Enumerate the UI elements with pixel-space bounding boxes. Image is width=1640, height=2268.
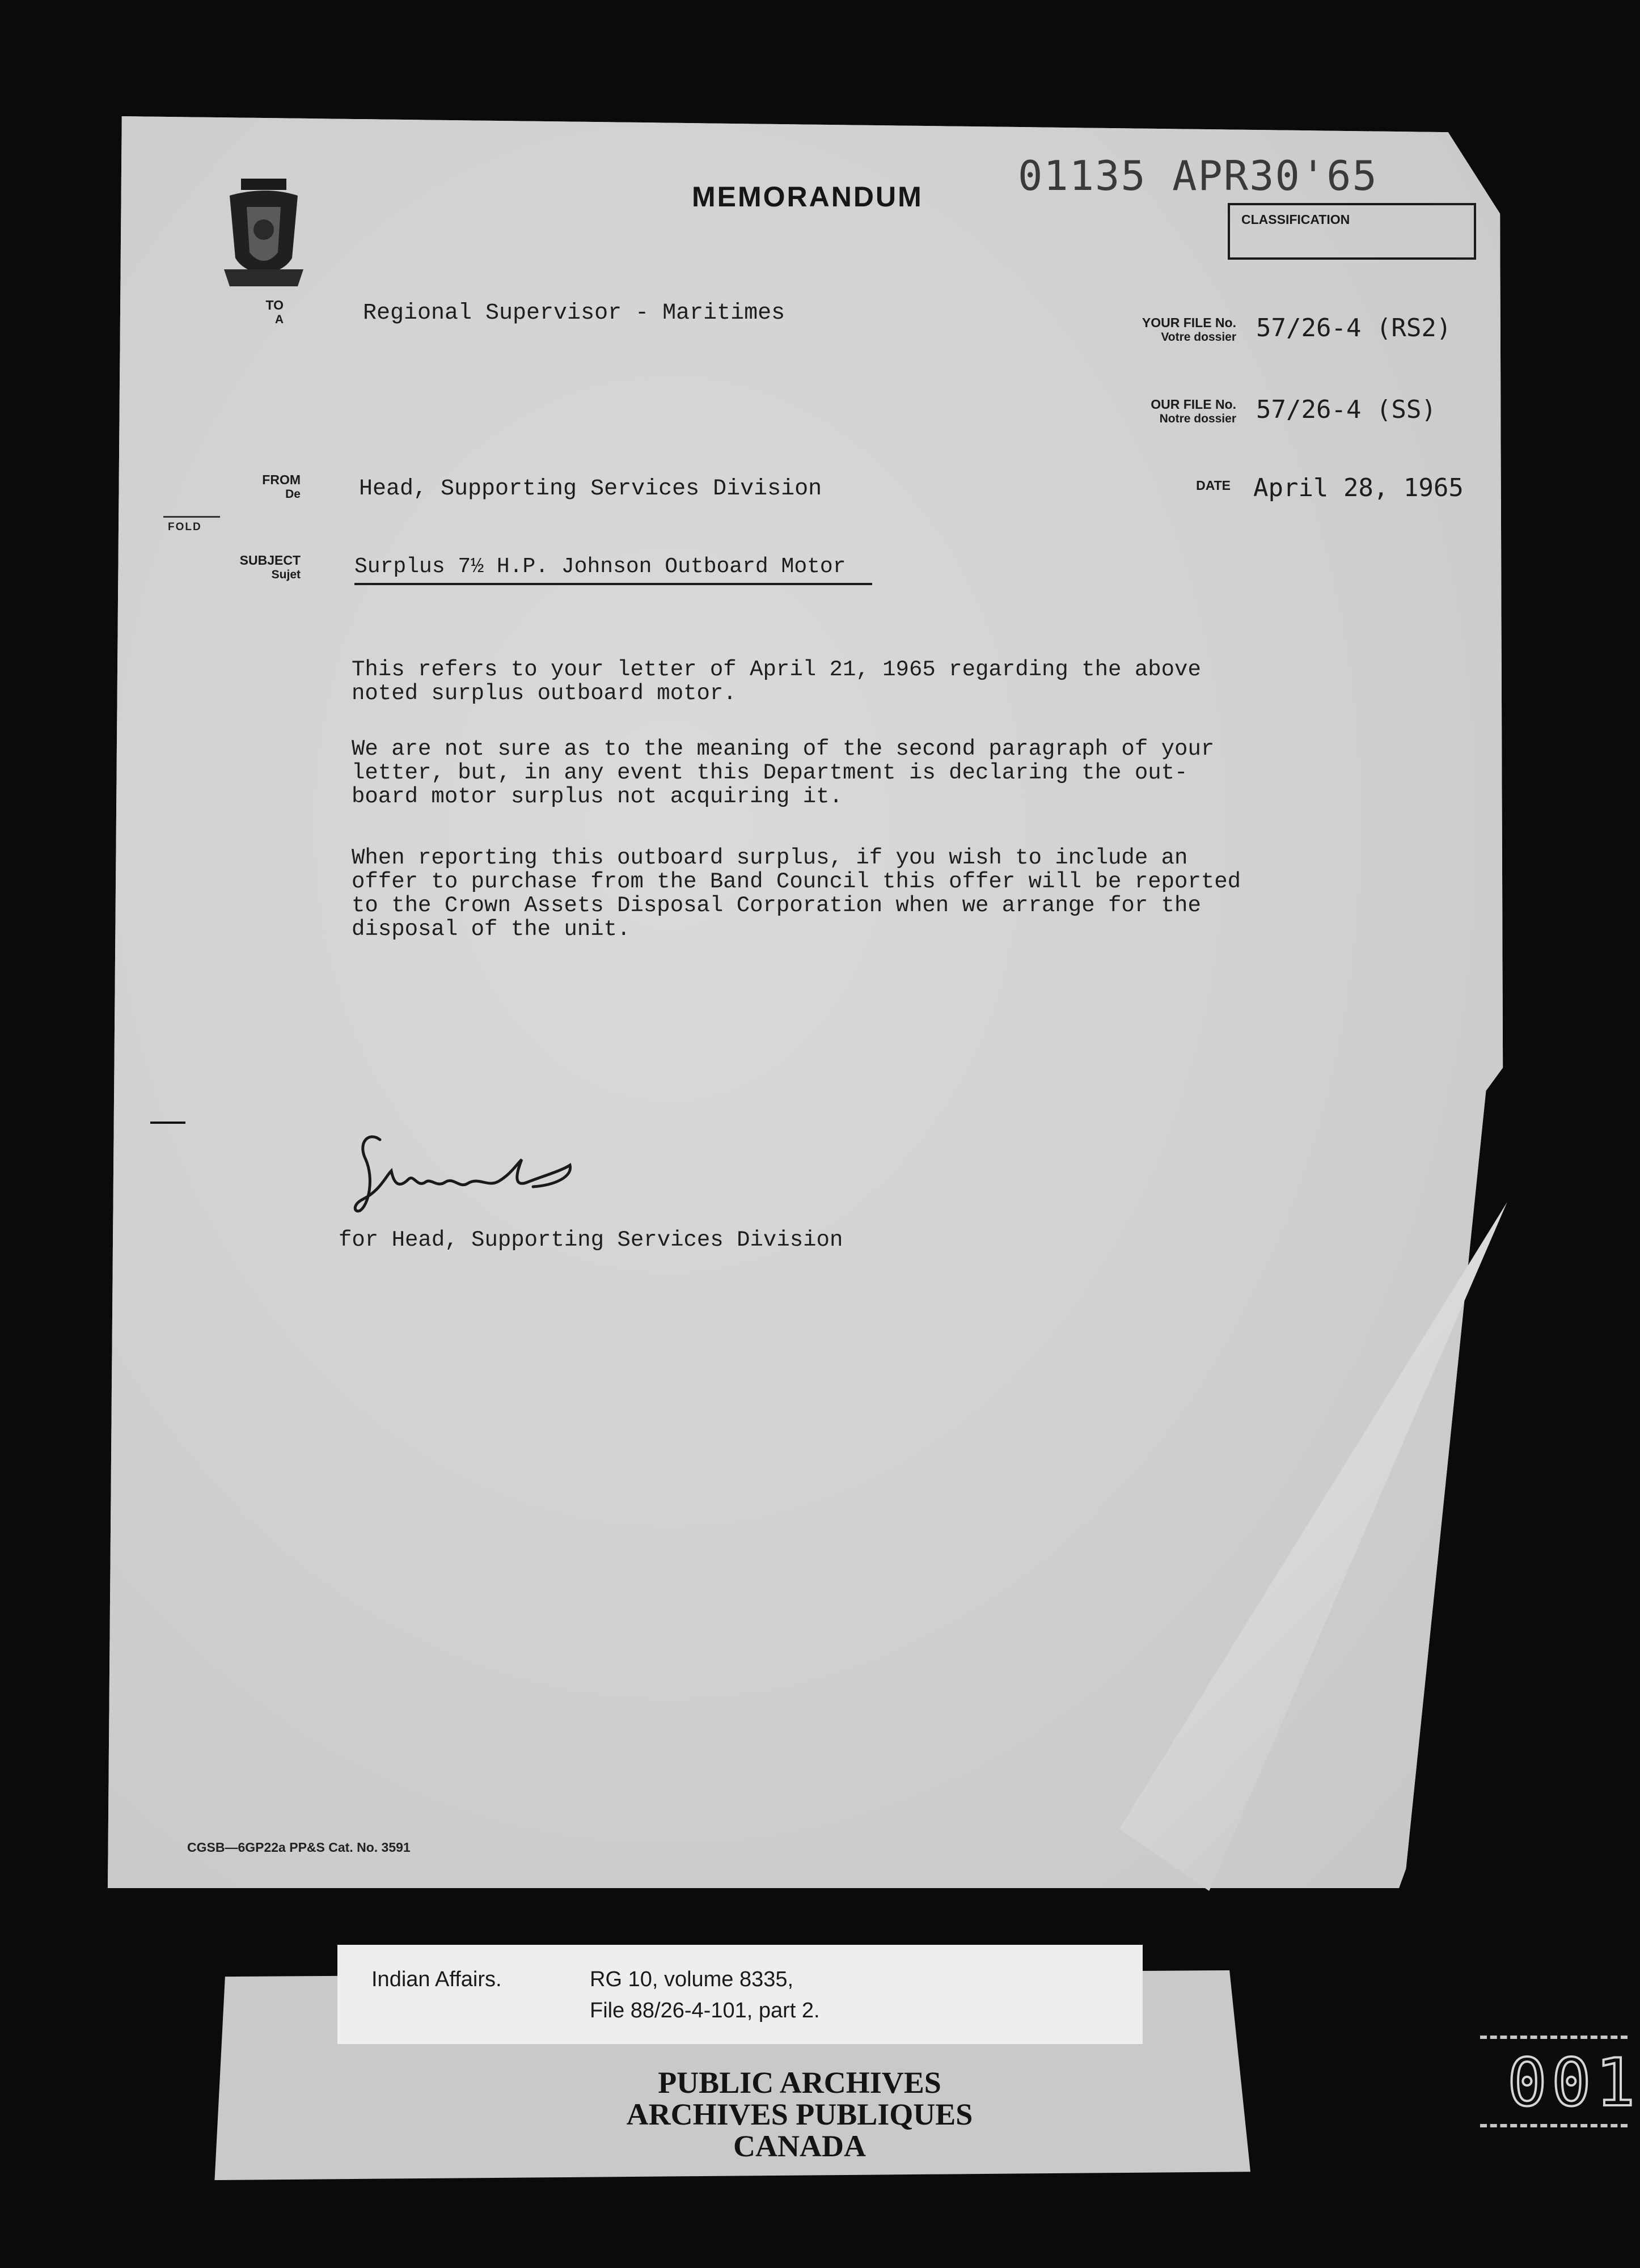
body-paragraph-1: This refers to your letter of April 21, 1965 regarding the above noted surplus outboard motor.: [352, 657, 1201, 706]
body-paragraph-3: When reporting this outboard surplus, if you wish to include an offer to purchase from the Band Council this offer will be reported to the Crown Assets Disposal Corporation when we arrange for the disposal of the unit.: [352, 845, 1241, 942]
handwritten-signature: [346, 1125, 595, 1222]
to-label-group: [227, 298, 284, 327]
from-value: Head, Supporting Services Division: [359, 476, 822, 502]
received-date-stamp: 01135 APR30'65: [1018, 152, 1378, 200]
signature-line: for Head, Supporting Services Division: [339, 1228, 843, 1253]
archive-ref-line-1: RG 10, volume 8335,: [590, 1967, 794, 1991]
coat-of-arms-emblem: [207, 173, 320, 292]
subject-underline: [354, 583, 872, 585]
subject-label: SUBJECT: [239, 553, 301, 568]
your-file-label: YOUR FILE No.: [1142, 315, 1236, 330]
to-label-fr: A: [274, 313, 284, 326]
archive-ref-line-2: File 88/26-4-101, part 2.: [590, 1999, 820, 2022]
date-label: DATE: [1196, 478, 1231, 493]
your-file-value: 57/26-4 (RS2): [1256, 314, 1452, 342]
subject-value: Surplus 7½ H.P. Johnson Outboard Motor: [354, 555, 846, 579]
archives-name-fr: ARCHIVES PUBLIQUES: [626, 2097, 973, 2131]
fold-mark: [163, 516, 220, 533]
body-paragraph-2: We are not sure as to the meaning of the second paragraph of your letter, but, in any event this Department is declaring the out- board motor surplus not acquiring it.: [352, 737, 1215, 809]
classification-label: CLASSIFICATION: [1241, 212, 1350, 227]
archive-reference-label: [337, 1945, 1143, 2044]
film-frame-counter: [1480, 2036, 1640, 2127]
from-label-fr: De: [285, 488, 301, 501]
our-file-label-fr: Notre dossier: [1159, 412, 1236, 425]
to-value: Regional Supervisor - Maritimes: [363, 301, 785, 326]
archives-name-en: PUBLIC ARCHIVES: [658, 2066, 941, 2100]
subject-label-fr: Sujet: [271, 568, 301, 581]
classification-box: [1228, 203, 1476, 260]
frame-number: 001: [1507, 2045, 1640, 2121]
date-label-group: [1151, 478, 1231, 493]
date-value: April 28, 1965: [1253, 473, 1464, 502]
your-file-label-group: [1066, 315, 1236, 344]
from-label: FROM: [262, 472, 301, 487]
to-label: TO: [265, 298, 284, 312]
subject-label-group: [210, 553, 301, 582]
our-file-value: 57/26-4 (SS): [1256, 395, 1436, 424]
form-number: CGSB—6GP22a PP&S Cat. No. 3591: [187, 1840, 411, 1855]
our-file-label-group: [1066, 397, 1236, 426]
our-file-label: OUR FILE No.: [1151, 397, 1236, 412]
from-label-group: [215, 472, 301, 501]
margin-mark: [150, 1122, 185, 1124]
fold-label: FOLD: [168, 521, 202, 533]
archive-collection: Indian Affairs.: [371, 1967, 502, 1991]
memo-title: MEMORANDUM: [692, 181, 923, 213]
archives-country: CANADA: [733, 2129, 866, 2163]
your-file-label-fr: Votre dossier: [1161, 331, 1236, 344]
